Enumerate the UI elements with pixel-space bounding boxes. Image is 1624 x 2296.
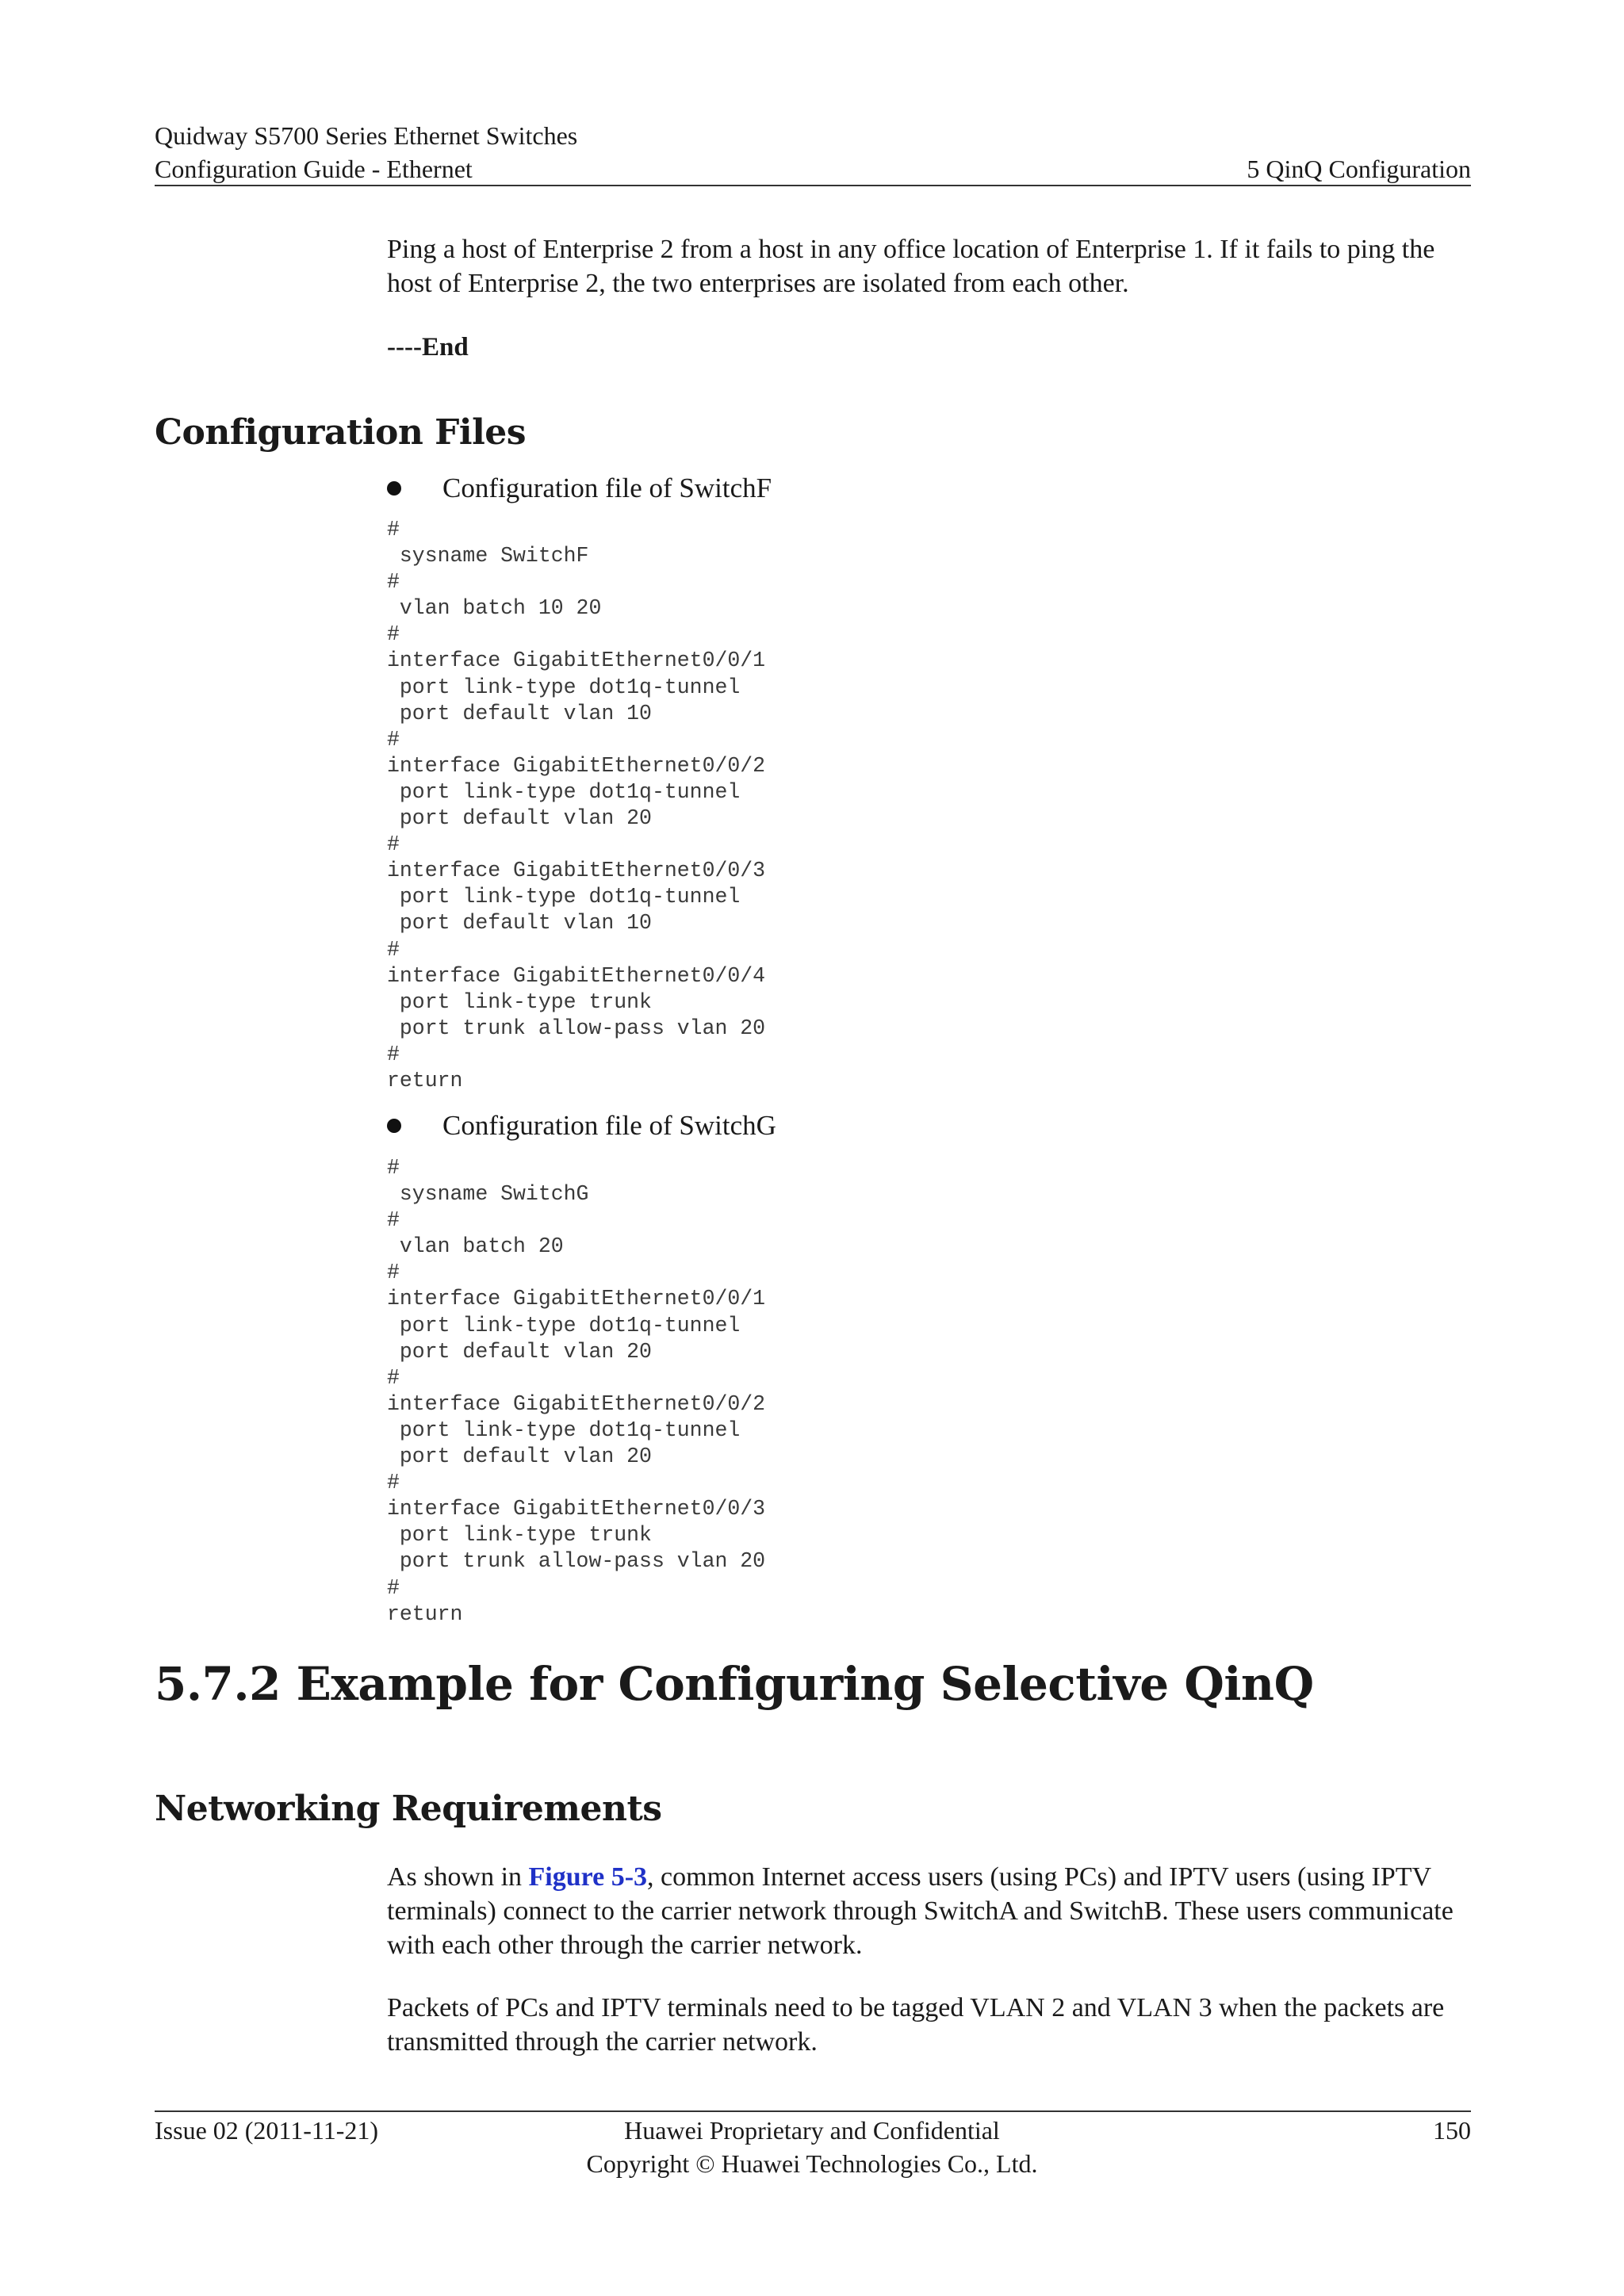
ping-paragraph: Ping a host of Enterprise 2 from a host in any office location of Enterprise 1. If it fails to ping the host of Enterprise 2, the two enterprises are isolated from each other.	[387, 235, 1435, 298]
footer-center	[0, 2114, 1624, 2180]
networking-paragraph-1	[387, 1860, 1473, 1962]
code-line: #	[387, 622, 400, 647]
header-chapter-text: 5 QinQ Configuration	[1247, 155, 1471, 183]
code-line: return	[387, 1068, 463, 1093]
config-file-label: Configuration file of SwitchG	[442, 1110, 776, 1141]
code-line: port default vlan 20	[387, 1445, 652, 1469]
code-line: port link-type dot1q-tunnel	[387, 1313, 741, 1337]
code-line: #	[387, 727, 400, 752]
figure-5-3-link[interactable]: Figure 5-3	[528, 1862, 648, 1892]
code-line: #	[387, 1261, 400, 1285]
networking-requirements-heading: Networking Requirements	[155, 1789, 662, 1829]
header-guide-row	[155, 152, 1471, 186]
section-title: 5.7.2 Example for Configuring Selective QinQ	[155, 1657, 1314, 1711]
code-line: port link-type trunk	[387, 1523, 652, 1548]
bullet-icon	[387, 1119, 401, 1133]
code-line: port link-type dot1q-tunnel	[387, 779, 741, 804]
code-line: port default vlan 10	[387, 701, 652, 725]
footer-issue: Issue 02 (2011-11-21)	[155, 2116, 379, 2145]
code-line: #	[387, 1208, 400, 1233]
bullet-icon	[387, 481, 401, 496]
code-line: #	[387, 937, 400, 962]
code-line: port default vlan 10	[387, 911, 652, 936]
para1-suffix: , common Internet access users (using PCs) and IPTV users (using IPTV terminals) connect to the carrier network through SwitchA and SwitchB. These users communicate with each other through the carrier network.	[387, 1862, 1454, 1960]
code-line: port link-type dot1q-tunnel	[387, 1418, 741, 1442]
header-divider	[155, 185, 1471, 186]
code-line: vlan batch 10 20	[387, 596, 602, 621]
code-line: #	[387, 1471, 400, 1495]
footer-page-number: 150	[1433, 2116, 1471, 2145]
code-line: return	[387, 1601, 463, 1626]
code-line: #	[387, 832, 400, 857]
footer-divider	[155, 2110, 1471, 2112]
code-line: #	[387, 570, 400, 595]
config-file-bullet-switchg	[387, 1108, 776, 1143]
footer-copyright: Copyright © Huawei Technologies Co., Ltd.	[586, 2149, 1038, 2178]
code-line: sysname SwitchG	[387, 1182, 589, 1207]
code-line: port link-type dot1q-tunnel	[387, 885, 741, 909]
code-line: interface GigabitEthernet0/0/3	[387, 1497, 766, 1521]
code-line: port default vlan 20	[387, 806, 652, 831]
code-line: port trunk allow-pass vlan 20	[387, 1549, 766, 1574]
config-file-bullet-switchf	[387, 471, 772, 506]
code-line: port link-type trunk	[387, 989, 652, 1014]
code-line: vlan batch 20	[387, 1234, 564, 1259]
code-line: interface GigabitEthernet0/0/2	[387, 1391, 766, 1416]
code-line: port default vlan 20	[387, 1339, 652, 1364]
code-line: interface GigabitEthernet0/0/3	[387, 859, 766, 883]
code-line: port link-type dot1q-tunnel	[387, 675, 741, 699]
code-line: interface GigabitEthernet0/0/1	[387, 1287, 766, 1311]
code-line: port trunk allow-pass vlan 20	[387, 1016, 766, 1040]
code-line: #	[387, 518, 400, 541]
code-line: interface GigabitEthernet0/0/2	[387, 753, 766, 778]
config-files-heading: Configuration Files	[155, 412, 527, 453]
code-line: #	[387, 1042, 400, 1066]
footer-confidential: Huawei Proprietary and Confidential	[624, 2116, 1000, 2145]
header-product-text: Quidway S5700 Series Ethernet Switches	[155, 121, 578, 150]
config-file-label: Configuration file of SwitchF	[442, 473, 772, 503]
header-guide-text: Configuration Guide - Ethernet	[155, 155, 473, 183]
end-mark: ----End	[387, 333, 469, 362]
code-line: #	[387, 1365, 400, 1390]
code-line: #	[387, 1156, 400, 1180]
header-product	[155, 119, 1471, 152]
code-line: #	[387, 1575, 400, 1600]
code-line: interface GigabitEthernet0/0/4	[387, 963, 766, 988]
code-block-switchg	[387, 1155, 765, 1628]
code-line: sysname SwitchF	[387, 544, 589, 568]
networking-paragraph-2: Packets of PCs and IPTV terminals need to be tagged VLAN 2 and VLAN 3 when the packets are transmitted through the carrier network.	[387, 1993, 1445, 2057]
code-block-switchf	[387, 517, 765, 1094]
code-line: interface GigabitEthernet0/0/1	[387, 649, 766, 673]
para1-prefix: As shown in	[387, 1862, 529, 1892]
